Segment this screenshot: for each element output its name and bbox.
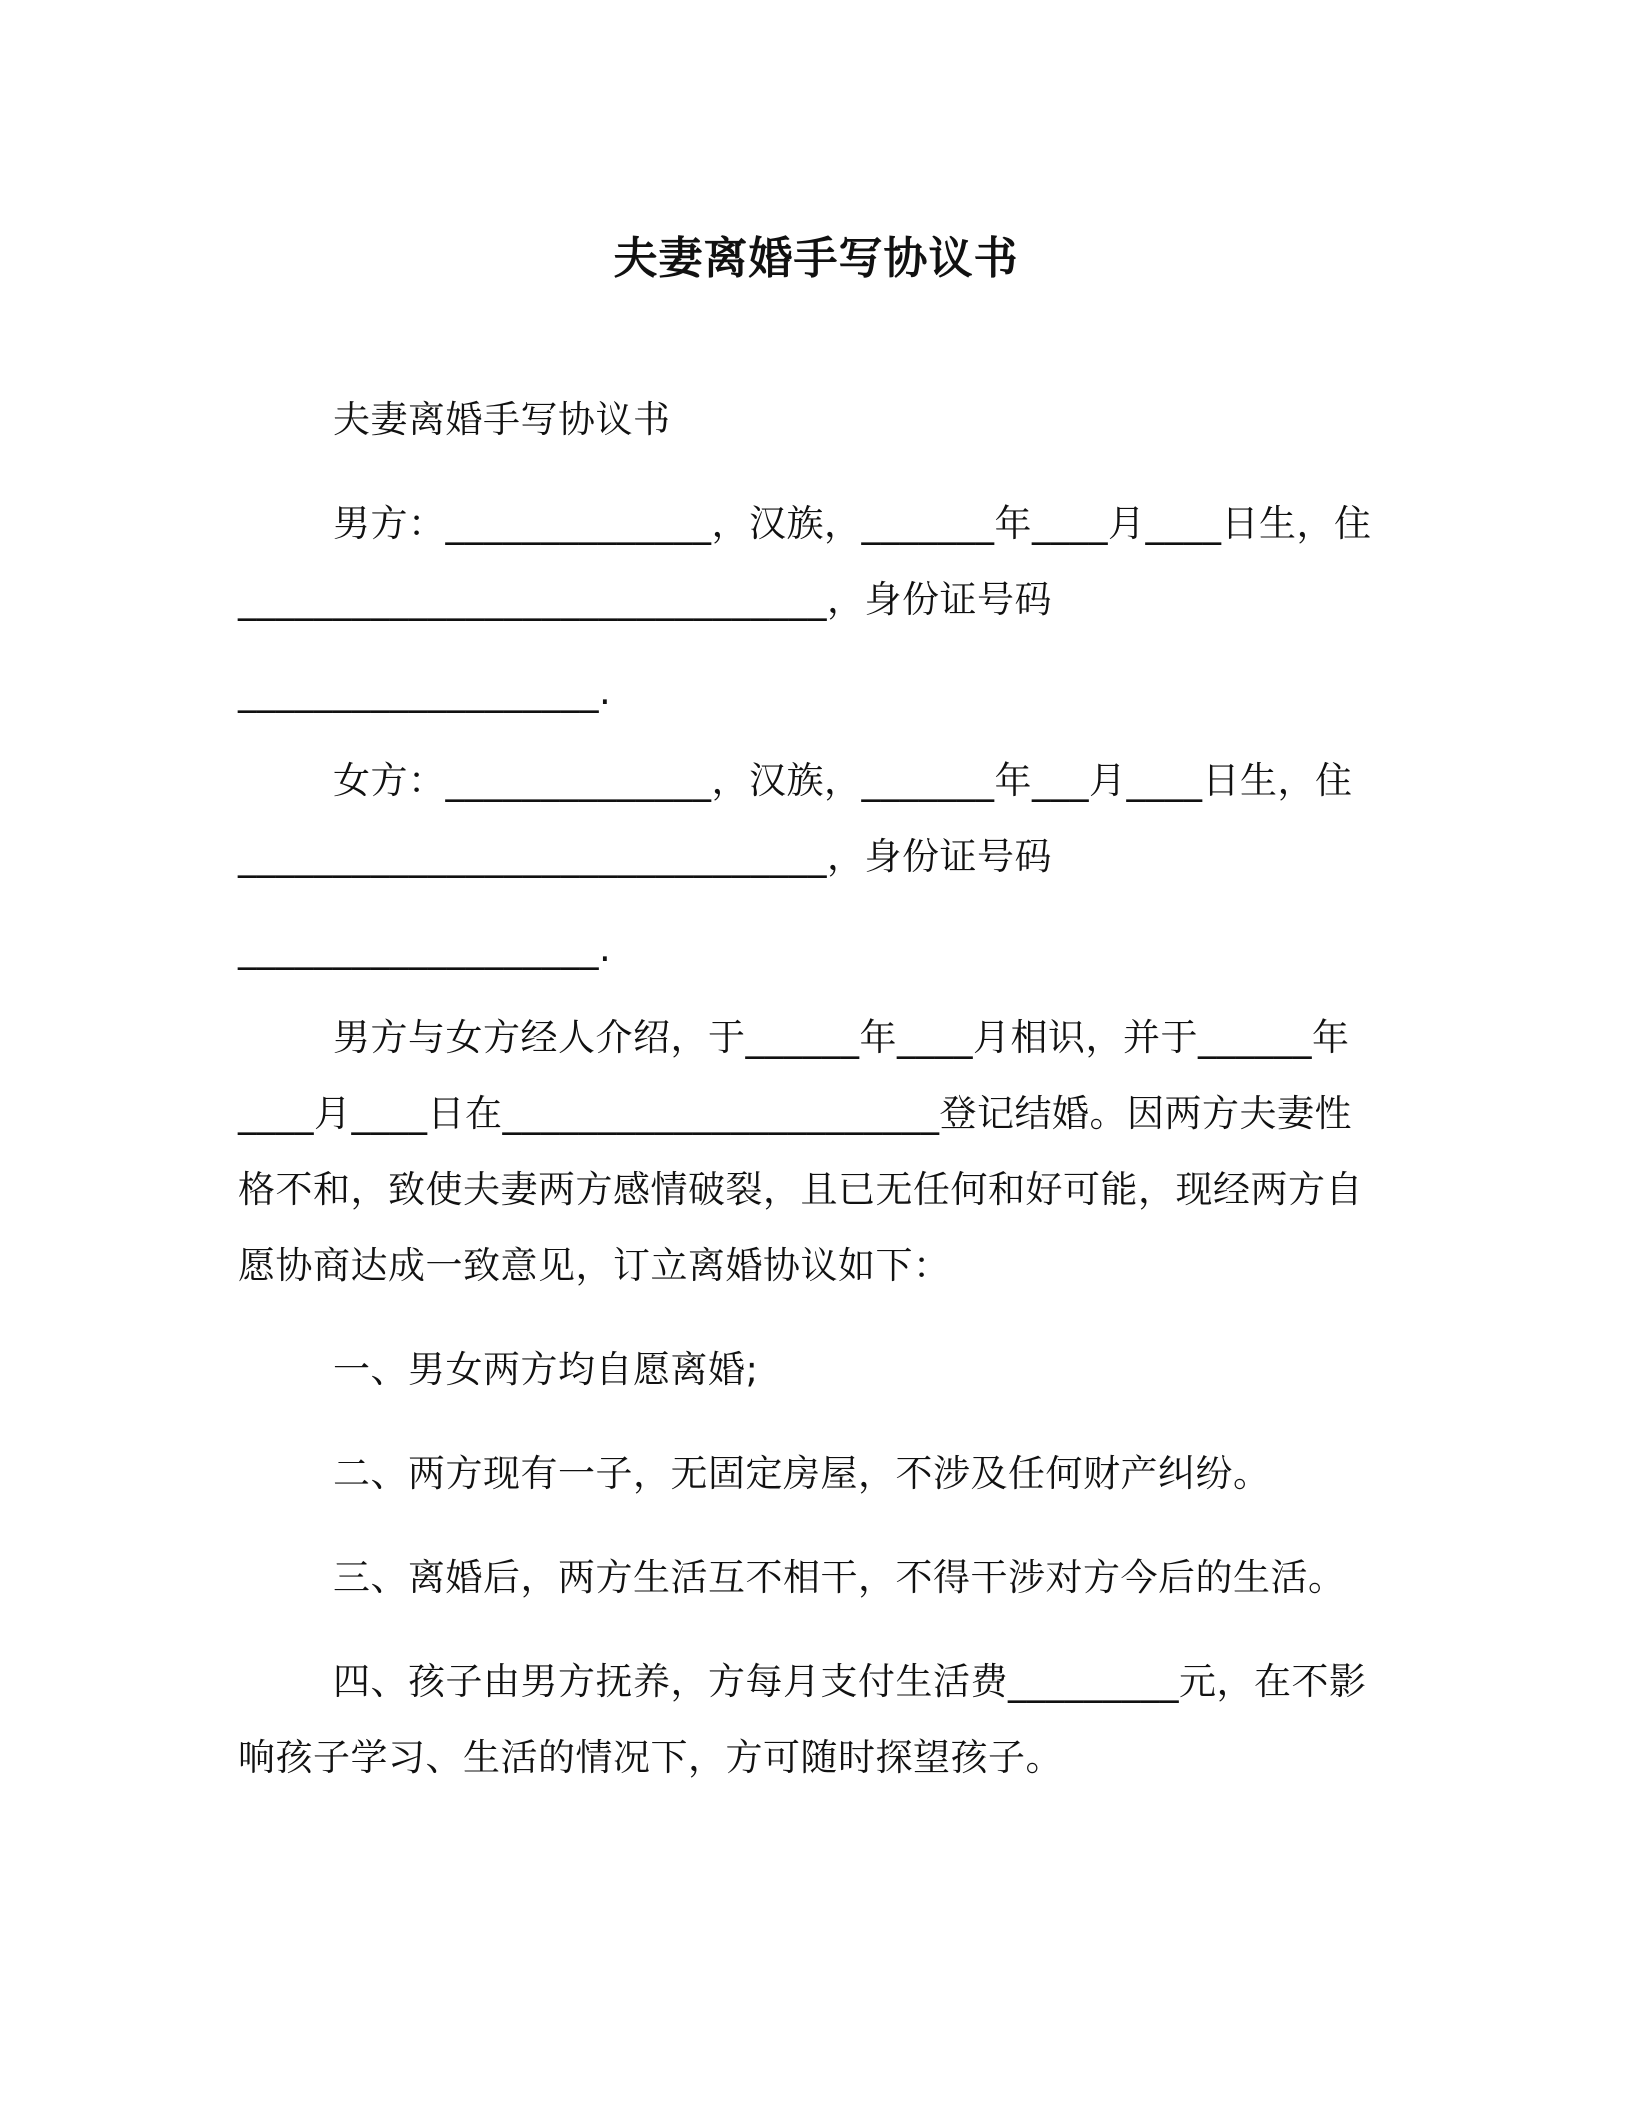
male-party-line-1: 男方：______________，汉族，_______年____月____日生，住 [333,502,1372,545]
clause-3: 三、离婚后，两方生活互不相干，不得干涉对方今后的生活。 [333,1556,1346,1599]
female-party-line-1: 女方：______________，汉族，_______年___月____日生，住 [333,759,1353,802]
clause-4-line-1: 四、孩子由男方抚养，方每月支付生活费_________元，在不影 [333,1660,1367,1703]
background-line-4: 愿协商达成一致意见，订立离婚协议如下： [238,1244,951,1287]
background-line-1: 男方与女方经人介绍，于______年____月相识，并于______年 [333,1016,1350,1059]
document-title: 夫妻离婚手写协议书 [613,233,1019,284]
female-party-line-3: ___________________. [238,927,612,970]
clause-4-line-2: 响孩子学习、生活的情况下，方可随时探望孩子。 [238,1736,1063,1779]
female-party-line-2: _______________________________，身份证号码 [238,835,1052,878]
male-party-line-2: _______________________________，身份证号码 [238,578,1052,621]
background-line-3: 格不和，致使夫妻两方感情破裂，且已无任何和好可能，现经两方自 [238,1168,1363,1211]
clause-1: 一、男女两方均自愿离婚; [333,1348,759,1391]
clause-2: 二、两方现有一子，无固定房屋，不涉及任何财产纠纷。 [333,1452,1271,1495]
paragraph-subtitle: 夫妻离婚手写协议书 [333,398,671,441]
male-party-line-3: ___________________. [238,670,612,713]
background-line-2: ____月____日在_______________________登记结婚。因两方夫妻性 [238,1092,1352,1135]
